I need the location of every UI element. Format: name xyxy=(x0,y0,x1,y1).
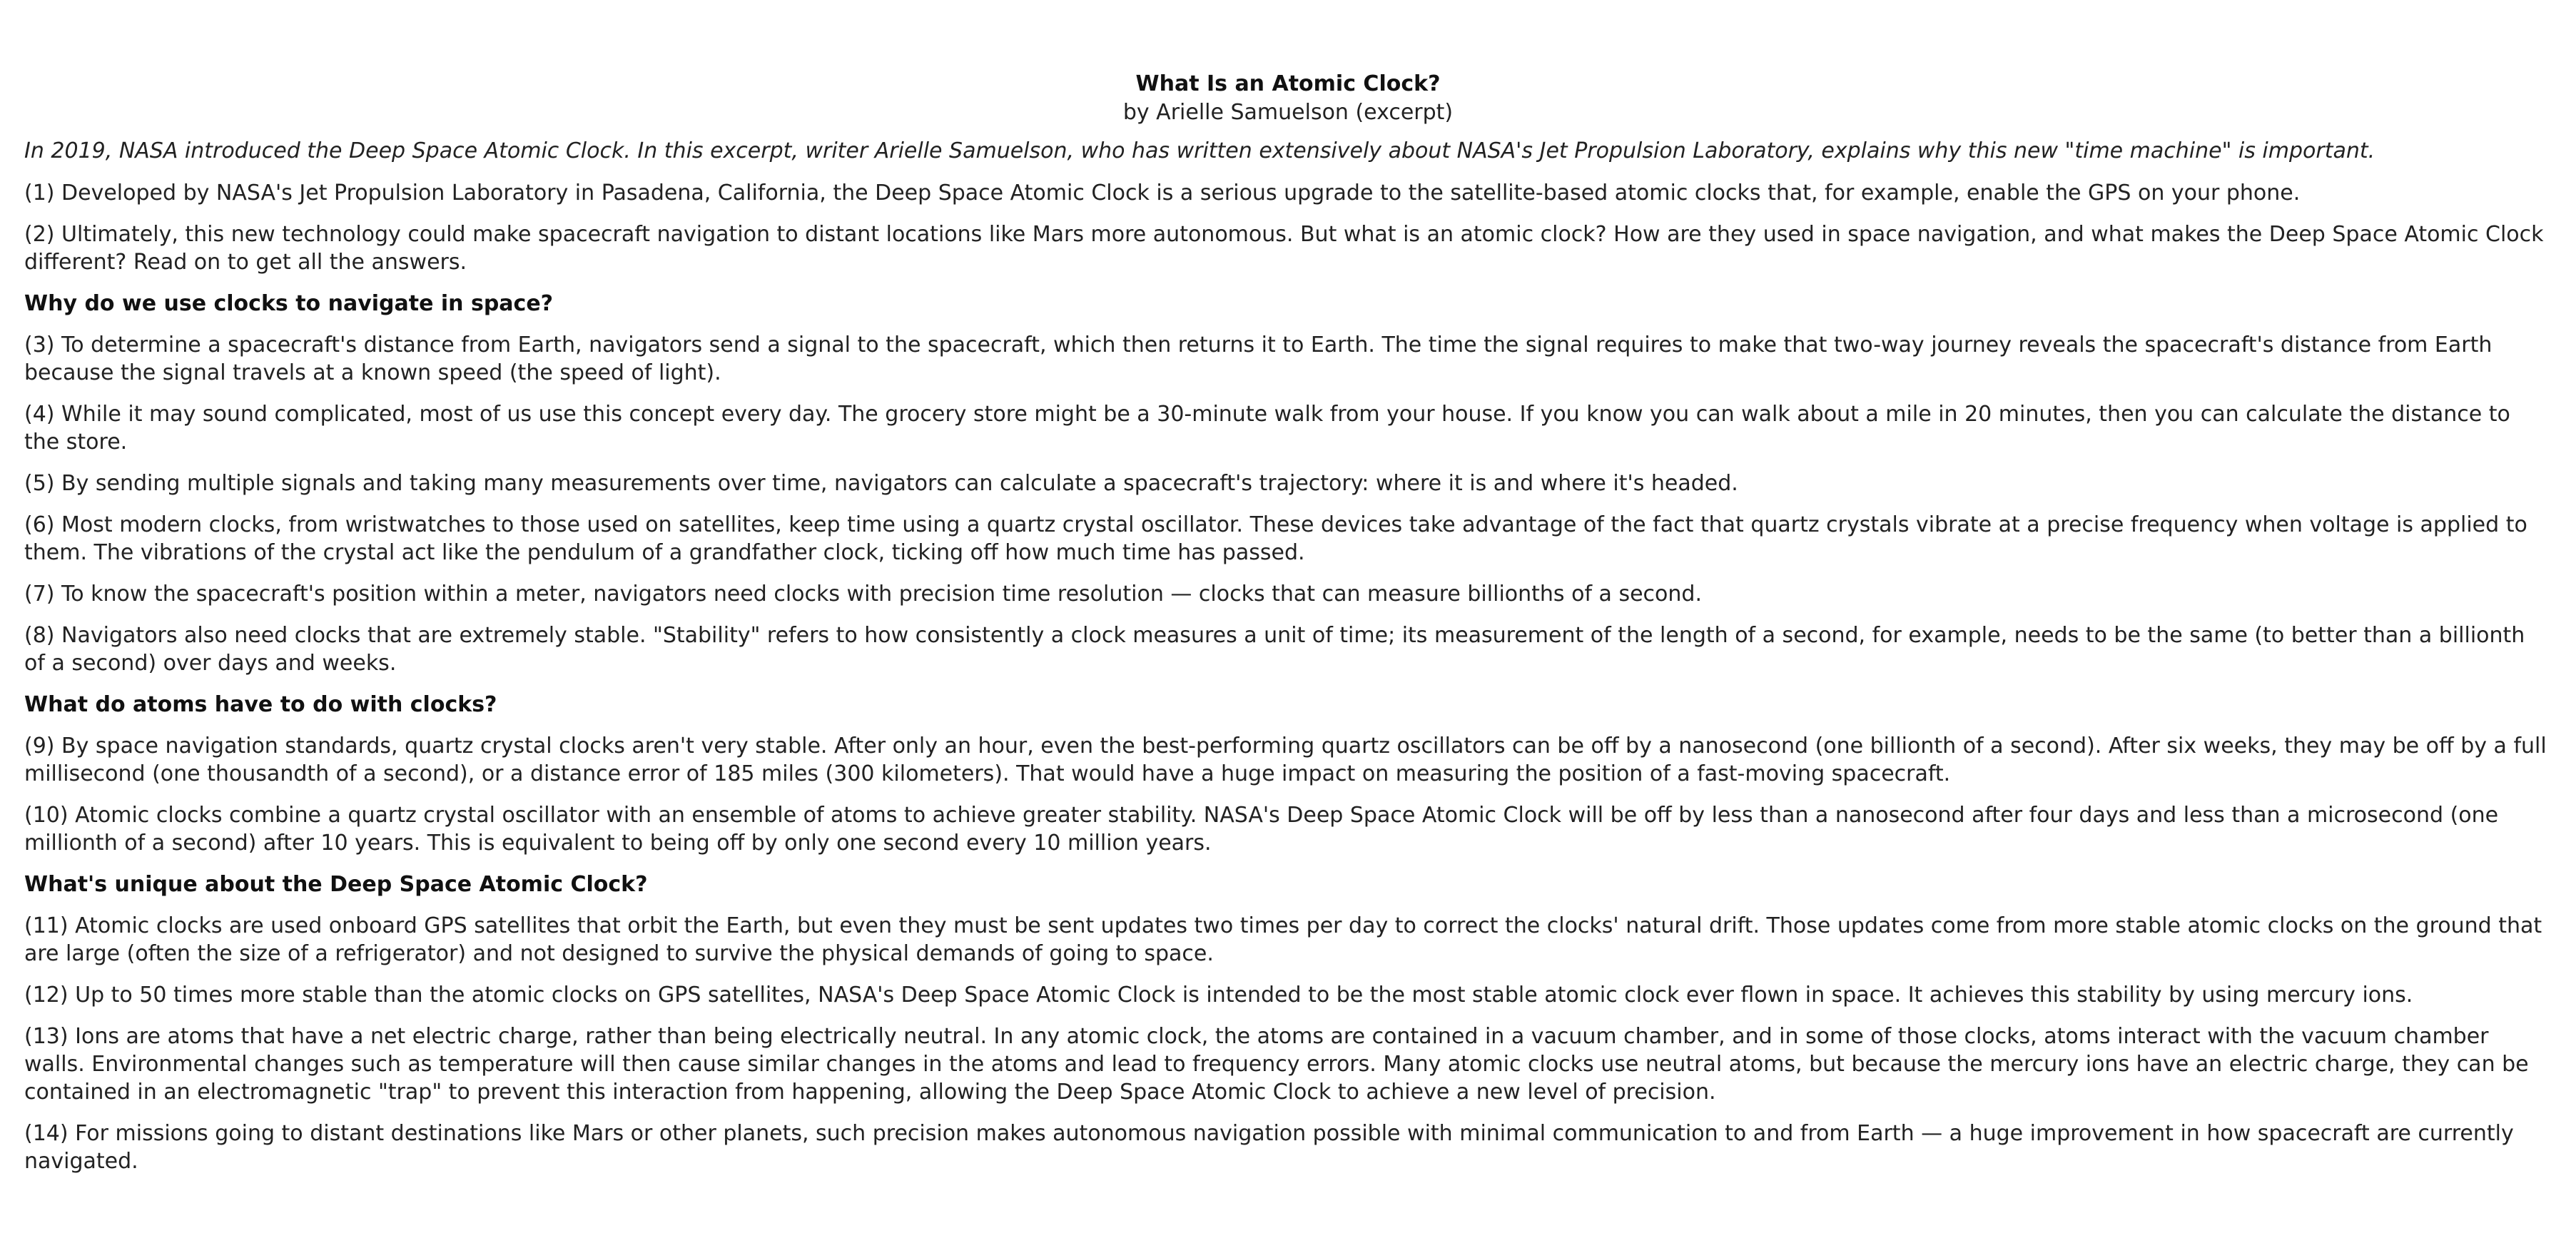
paragraph-4: (4) While it may sound complicated, most of us use this concept every day. The grocery store might be a 30-minute walk from your house. If you know you can walk about a mile in 20 minutes, then you can calculate the distance to the store. xyxy=(24,402,2510,455)
paragraph-13: (13) Ions are atoms that have a net electric charge, rather than being electrically neutral. In any atomic clock, the atoms are contained in a vacuum chamber, and in some of those clocks, atoms interact with the vacuum chamber walls. Environmental changes such as temperature will then cause similar changes in the atoms and lead to frequency errors. Many atomic clocks use neutral atoms, but because the mercury ions have an electric charge, they can be contained in an electromagnetic "trap" to prevent this interaction from happening, allowing the Deep Space Atomic Clock to achieve a new level of precision. xyxy=(24,1024,2529,1105)
paragraph-10: (10) Atomic clocks combine a quartz crystal oscillator with an ensemble of atoms to achieve greater stability. NASA's Deep Space Atomic Clock will be off by less than a nanosecond after four days and less than a microsecond (one millionth of a second) after 10 years. This is equivalent to being off by only one second every 10 million years. xyxy=(24,803,2499,856)
paragraph-12: (12) Up to 50 times more stable than the atomic clocks on GPS satellites, NASA's Deep Space Atomic Clock is intended to be the most stable atomic clock ever flown in space. It achieves this stability by using mercury ions. xyxy=(24,983,2413,1008)
article-intro: In 2019, NASA introduced the Deep Space Atomic Clock. In this excerpt, writer Arielle Samuelson, who has written extensively about NASA's Jet Propulsion Laboratory, explains why this new "time machine" is important. xyxy=(24,138,2375,163)
section-heading-navigation: Why do we use clocks to navigate in space? xyxy=(24,291,554,316)
article-title: What Is an Atomic Clock? xyxy=(1135,71,1441,96)
paragraph-6: (6) Most modern clocks, from wristwatches to those used on satellites, keep time using a quartz crystal oscillator. These devices take advantage of the fact that quartz crystals vibrate at a precise frequency when voltage is applied to them. The vibrations of the crystal act like the pendulum of a grandfather clock, ticking off how much time has passed. xyxy=(24,512,2527,565)
paragraph-1: (1) Developed by NASA's Jet Propulsion Laboratory in Pasadena, California, the Deep Space Atomic Clock is a serious upgrade to the satellite-based atomic clocks that, for example, enable the GPS on your phone. xyxy=(24,181,2301,206)
paragraph-7: (7) To know the spacecraft's position within a meter, navigators need clocks with precision time resolution — clocks that can measure billionths of a second. xyxy=(24,582,1702,607)
section-heading-unique: What's unique about the Deep Space Atomic Clock? xyxy=(24,872,648,897)
title-block xyxy=(24,70,2552,127)
section-heading-atoms: What do atoms have to do with clocks? xyxy=(24,692,497,717)
paragraph-14: (14) For missions going to distant destinations like Mars or other planets, such precision makes autonomous navigation possible with minimal communication to and from Earth — a huge improvement in how spacecraft are currently navigated. xyxy=(24,1121,2514,1174)
article-byline: by Arielle Samuelson (excerpt) xyxy=(1122,100,1454,125)
paragraph-8: (8) Navigators also need clocks that are extremely stable. "Stability" refers to how consistently a clock measures a unit of time; its measurement of the length of a second, for example, needs to be the same (to better than a billionth of a second) over days and weeks. xyxy=(24,623,2525,676)
paragraph-3: (3) To determine a spacecraft's distance from Earth, navigators send a signal to the spacecraft, which then returns it to Earth. The time the signal requires to make that two-way journey reveals the spacecraft's distance from Earth because the signal travels at a known speed (the speed of light). xyxy=(24,333,2493,385)
paragraph-2: (2) Ultimately, this new technology could make spacecraft navigation to distant locations like Mars more autonomous. But what is an atomic clock? How are they used in space navigation, and what makes the Deep Space Atomic Clock different? Read on to get all the answers. xyxy=(24,222,2544,275)
paragraph-9: (9) By space navigation standards, quartz crystal clocks aren't very stable. After only an hour, even the best-performing quartz oscillators can be off by a nanosecond (one billionth of a second). After six weeks, they may be off by a full millisecond (one thousandth of a second), or a distance error of 185 miles (300 kilometers). That would have a huge impact on measuring the position of a fast-moving spacecraft. xyxy=(24,734,2547,786)
paragraph-5: (5) By sending multiple signals and taking many measurements over time, navigators can calculate a spacecraft's trajectory: where it is and where it's headed. xyxy=(24,471,1738,496)
paragraph-11: (11) Atomic clocks are used onboard GPS satellites that orbit the Earth, but even they must be sent updates two times per day to correct the clocks' natural drift. Those updates come from more stable atomic clocks on the ground that are large (often the size of a refrigerator) and not designed to survive the physical demands of going to space. xyxy=(24,913,2542,966)
